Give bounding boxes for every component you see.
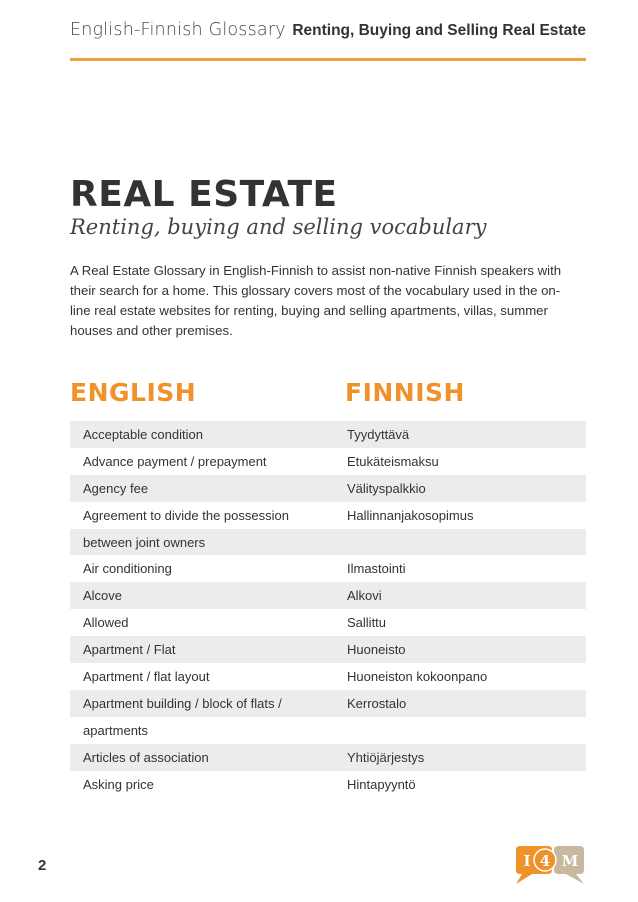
svg-text:I: I bbox=[523, 852, 531, 870]
finnish-term: Sallittu bbox=[347, 615, 387, 631]
header-glossary-title: English-Finnish Glossary bbox=[70, 20, 286, 40]
finnish-term: Ilmastointi bbox=[347, 561, 406, 577]
english-term: Allowed bbox=[83, 615, 129, 631]
english-term: Alcove bbox=[83, 588, 123, 604]
english-term: Air conditioning bbox=[83, 561, 172, 577]
english-term: Acceptable condition bbox=[83, 426, 203, 442]
page-number: 2 bbox=[38, 857, 47, 874]
english-term: Advance payment / prepayment bbox=[83, 453, 267, 469]
finnish-term: Hallinnanjakosopimus bbox=[347, 507, 474, 523]
english-term: Apartment / Flat bbox=[83, 642, 176, 658]
english-term: Agency fee bbox=[83, 480, 149, 496]
svg-text:M: M bbox=[561, 852, 579, 870]
table-row bbox=[70, 690, 586, 717]
english-term: Apartment building / block of flats / bbox=[83, 695, 282, 711]
finnish-term: Alkovi bbox=[347, 588, 382, 604]
table-row bbox=[70, 609, 586, 636]
finnish-term: Kerrostalo bbox=[347, 695, 407, 711]
table-row bbox=[70, 502, 586, 529]
english-term: Apartment / flat layout bbox=[83, 668, 210, 684]
glossary-table bbox=[70, 421, 586, 797]
intro-paragraph: A Real Estate Glossary in English-Finnish to assist non-native Finnish speakers with their search for a home. This glossary covers most of the vocabulary used in the on-line real estate websites for renting, buying and selling apartments, villas, summer houses and other premises. bbox=[70, 263, 562, 338]
table-row bbox=[70, 448, 586, 475]
finnish-term: Hintapyyntö bbox=[347, 776, 416, 792]
page-subtitle: Renting, buying and selling vocabulary bbox=[70, 215, 487, 239]
svg-text:4: 4 bbox=[539, 852, 551, 870]
table-row bbox=[70, 771, 586, 798]
table-row bbox=[70, 555, 586, 582]
table-row bbox=[70, 529, 586, 556]
table-row bbox=[70, 663, 586, 690]
english-term: Agreement to divide the possession bbox=[83, 507, 289, 523]
header-section-title: Renting, Buying and Selling Real Estate bbox=[292, 22, 586, 39]
page-header bbox=[70, 20, 586, 46]
finnish-term: Etukäteismaksu bbox=[347, 453, 439, 469]
table-row bbox=[70, 636, 586, 663]
column-heading-english: ENGLISH bbox=[70, 378, 197, 407]
english-term: between joint owners bbox=[83, 534, 206, 550]
i4m-logo bbox=[514, 846, 586, 886]
table-row bbox=[70, 475, 586, 502]
table-row bbox=[70, 421, 586, 448]
english-term: Articles of association bbox=[83, 749, 209, 765]
finnish-term: Yhtiöjärjestys bbox=[347, 749, 425, 765]
table-row bbox=[70, 717, 586, 744]
finnish-term: Huoneiston kokoonpano bbox=[347, 668, 488, 684]
column-heading-finnish: FINNISH bbox=[345, 378, 465, 407]
header-divider bbox=[70, 58, 586, 61]
finnish-term: Huoneisto bbox=[347, 642, 406, 658]
finnish-term: Tyydyttävä bbox=[347, 426, 410, 442]
finnish-term: Välityspalkkio bbox=[347, 480, 426, 496]
english-term: apartments bbox=[83, 722, 149, 738]
table-row bbox=[70, 744, 586, 771]
table-row bbox=[70, 582, 586, 609]
english-term: Asking price bbox=[83, 776, 154, 792]
page-title: REAL ESTATE bbox=[70, 174, 338, 215]
